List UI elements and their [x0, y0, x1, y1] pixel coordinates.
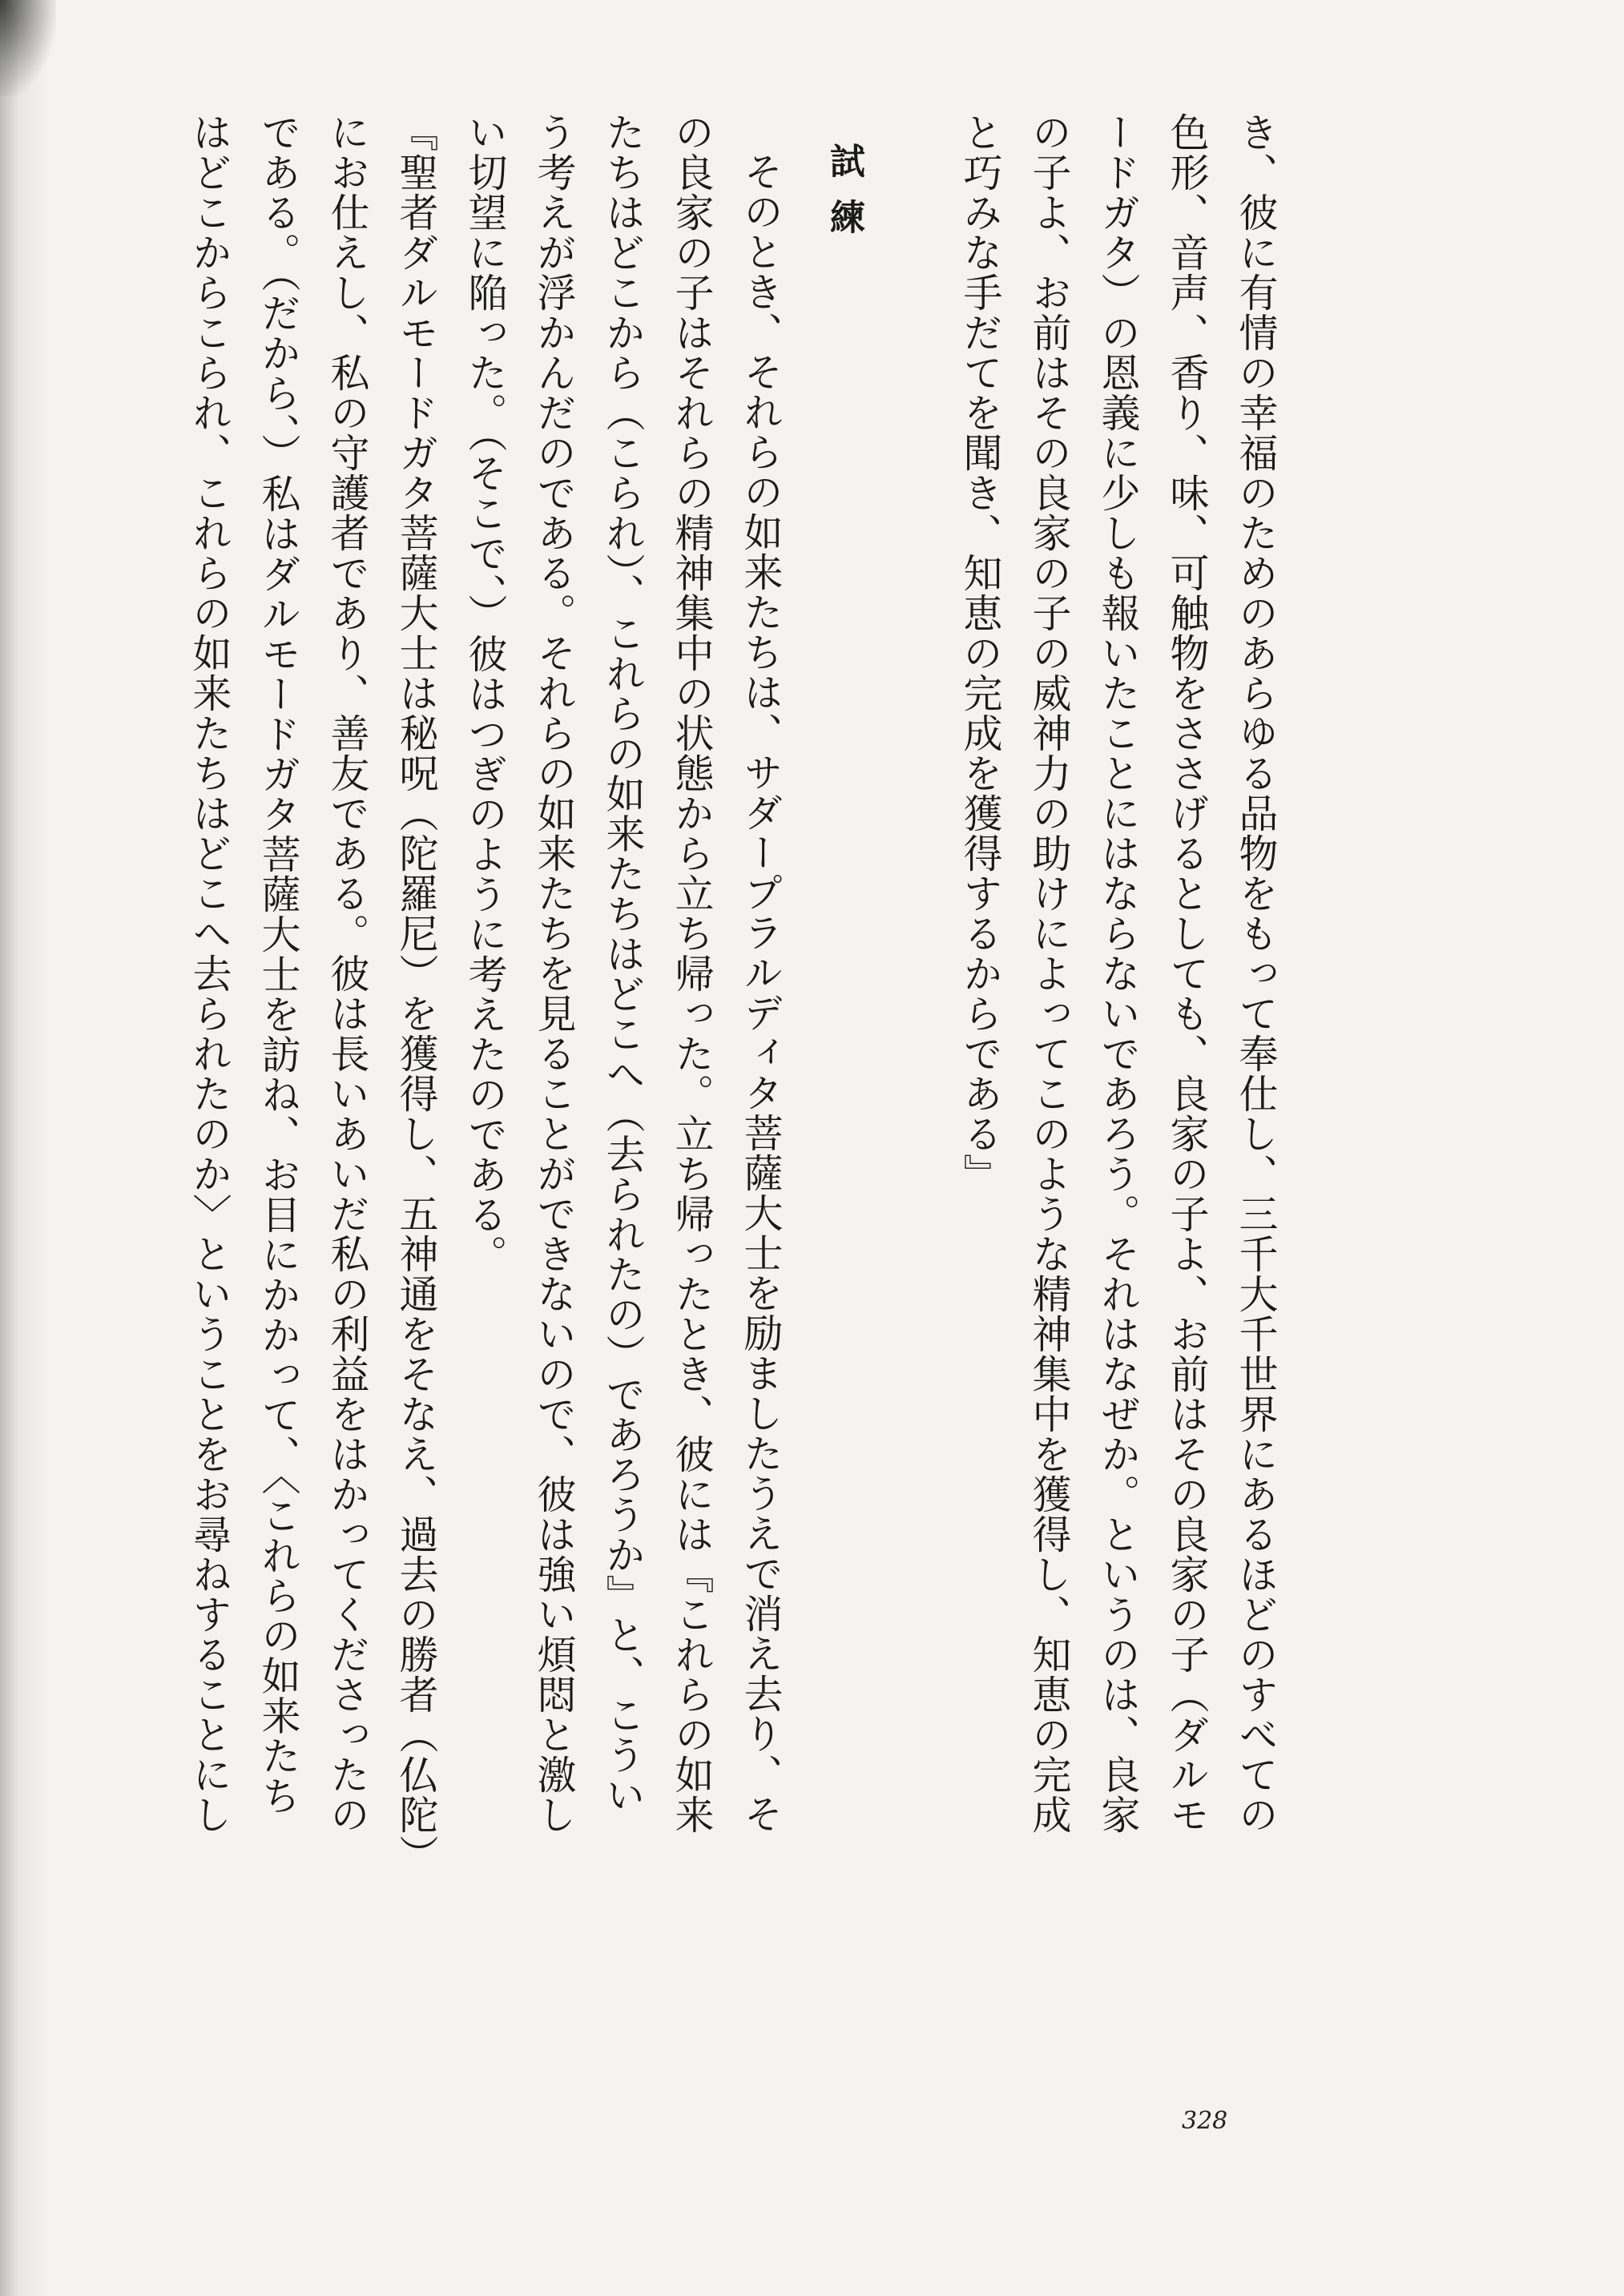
text-line: の子よ、お前はその良家の子の威神力の助けによってこのような精神集中を獲得し、知恵の完成: [1026, 112, 1072, 1835]
text-line: と巧みな手だてを聞き、知恵の完成を獲得するからである』: [957, 112, 1003, 1194]
text-line: である。（だから、）私はダルモードガタ菩薩大士を訪ね、お目にかかって、〈これらの如来たち: [256, 112, 301, 1816]
text-line: の良家の子はそれらの精神集中の状態から立ち帰った。立ち帰ったとき、彼には『これらの如来: [669, 112, 715, 1835]
section-heading: 試練: [824, 143, 864, 255]
text-line: き、彼に有情の幸福のためのあらゆる品物をもって奉仕し、三千大千世界にあるほどのすべての: [1233, 112, 1279, 1835]
paragraph-trial: [175, 112, 795, 2211]
text-line: う考えが浮かんだのである。それらの如来たちを見ることができないので、彼は強い煩悶と激し: [531, 112, 577, 1835]
text-line: にお仕えし、私の守護者であり、善友である。彼は長いあいだ私の利益をはかってくださったの: [324, 112, 370, 1835]
text-line: 色形、音声、香り、味、可触物をささげるとしても、良家の子よ、お前はその良家の子（ダルモ: [1164, 112, 1210, 1835]
paragraph-continued: [945, 112, 1290, 2211]
text-line: はどこからこられ、これらの如来たちはどこへ去られたのか〉ということをお尋ねすることにし: [187, 112, 232, 1835]
text-line: たちはどこから（こられ）、これらの如来たちはどこへ（去られたの）であろうか』と、こうい: [600, 112, 646, 1815]
section-gap: [896, 112, 945, 2211]
text-line: そのとき、それらの如来たちは、サダープラルディタ菩薩大士を励ましたうえで消え去り、そ: [738, 151, 784, 1834]
vertical-text-body: [187, 112, 1290, 2211]
scan-corner-mark: [0, 0, 56, 96]
text-line: 『聖者ダルモードガタ菩薩大士は秘呪（陀羅尼）を獲得し、五神通をそなえ、過去の勝者（仏陀）: [393, 112, 439, 1875]
page-number: 328: [1182, 2107, 1228, 2135]
text-line: い切望に陥った。（そこで、）彼はつぎのように考えたのである。: [462, 112, 508, 1275]
text-line: ードガタ）の恩義に少しも報いたことにはならないであろう。それはなぜか。というのは、良家: [1095, 112, 1141, 1835]
scan-edge-shadow: [0, 0, 48, 2296]
